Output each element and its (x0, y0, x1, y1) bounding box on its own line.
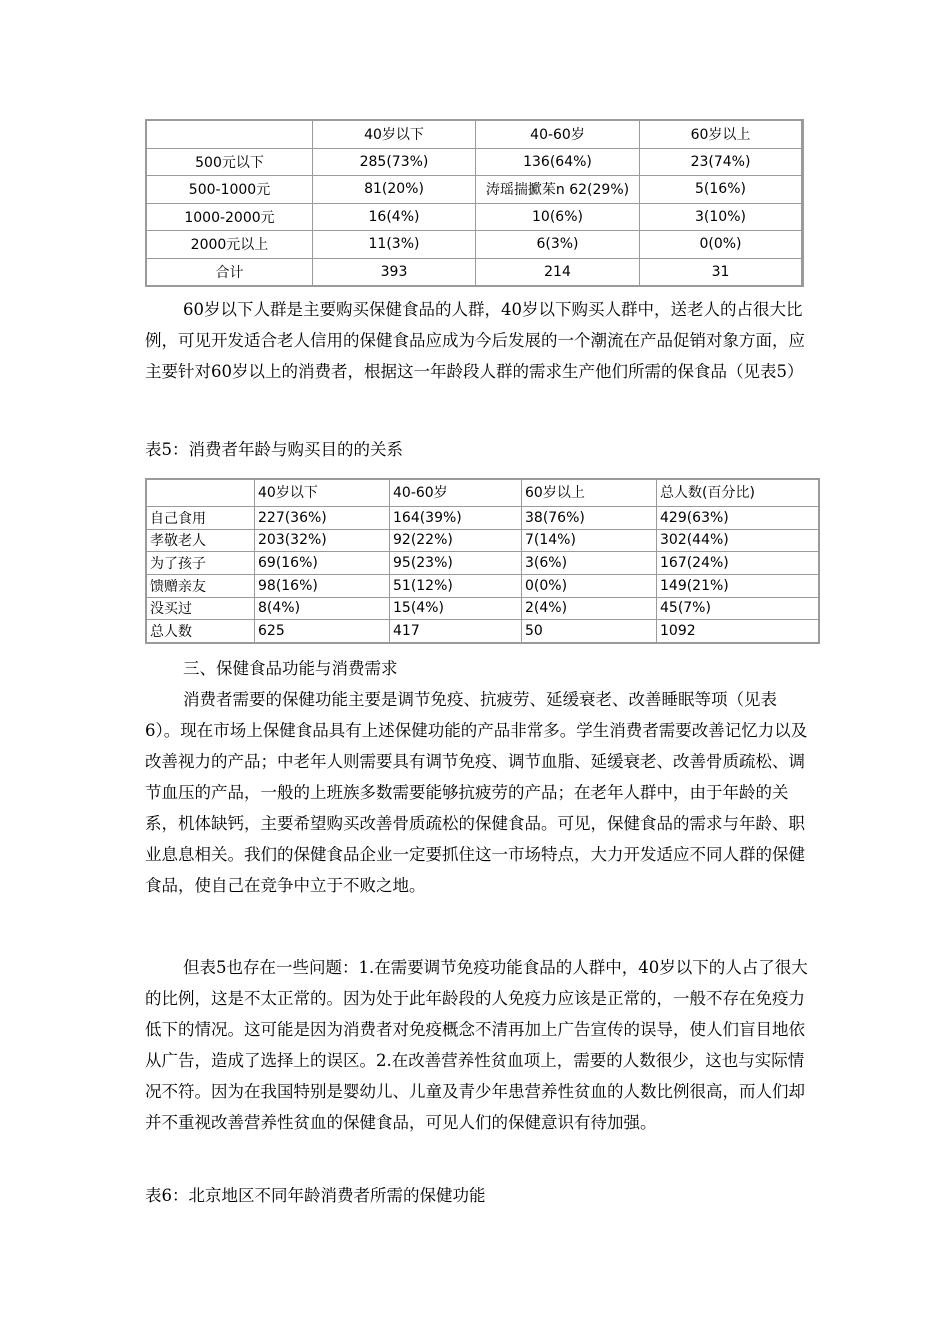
table-cell: 16(4%) (313, 204, 475, 231)
table-cell: 214 (476, 259, 639, 286)
table-cell: 98(16%) (255, 575, 389, 597)
table-cell: 0(0%) (640, 231, 801, 258)
table-cell: 203(32%) (255, 530, 389, 552)
table-cell: 孝敬老人 (147, 530, 254, 552)
table-cell: 5(16%) (640, 176, 801, 203)
table-cell: 10(6%) (476, 204, 639, 231)
table-cell: 自己食用 (147, 507, 254, 529)
table-cell: 0(0%) (522, 575, 656, 597)
table-cell: 164(39%) (390, 507, 521, 529)
table-cell: 625 (255, 620, 389, 642)
table-header-cell: 60岁以上 (522, 480, 656, 506)
table-cell: 38(76%) (522, 507, 656, 529)
table-age-spending (145, 119, 804, 287)
table-cell: 429(63%) (657, 507, 818, 529)
table-cell: 3(10%) (640, 204, 801, 231)
paragraph-3: 但表5也存在一些问题：1.在需要调节免疫功能食品的人群中，40岁以下的人占了很大的比例，这是不太正常的。因为处于此年龄段的人免疫力应该是正常的，一般不存在免疫力低下的情况。这可能是因为消费者对免疫概念不清再加上广告宣传的误导，使人们盲目地依从广告，造成了选择上的误区。2.在改善营养性贫血项上，需要的人数很少，这也与实际情况不符。因为在我国特别是婴幼儿、儿童及青少年患营养性贫血的人数比例很高，而人们却并不重视改善营养性贫血的保健食品，可见人们的保健意识有待加强。 (145, 958, 808, 1132)
table-header-cell (147, 480, 254, 506)
table-cell: 涛瑶揣擨茱n 62(29%) (476, 176, 639, 203)
paragraph-2: 消费者需要的保健功能主要是调节免疫、抗疲劳、延缓衰老、改善睡眠等项（见表6）。现在市场上保健食品具有上述保健功能的产品非常多。学生消费者需要改善记忆力以及改善视力的产品；中老年人则需要具有调节免疫、调节血脂、延缓衰老、改善骨质疏松、调节血压的产品，一般的上班族多数需要能够抗疲劳的产品；在老年人群中，由于年龄的关系，机体缺钙，主要希望购买改善骨质疏松的保健食品。可见，保健食品的需求与年龄、职业息息相关。我们的保健食品企业一定要抓住这一市场特点，大力开发适应不同人群的保健食品，使自己在竞争中立于不败之地。 (145, 690, 808, 895)
table-cell: 95(23%) (390, 552, 521, 574)
table-cell: 15(4%) (390, 598, 521, 620)
table-cell: 馈赠亲友 (147, 575, 254, 597)
table-cell: 合计 (147, 259, 312, 286)
table-cell: 1000-2000元 (147, 204, 312, 231)
section-heading: 三、保健食品功能与消费需求 (183, 659, 398, 678)
table-5-caption: 表5：消费者年龄与购买目的的关系 (145, 440, 403, 459)
table-cell: 为了孩子 (147, 552, 254, 574)
table-cell: 302(44%) (657, 530, 818, 552)
table-cell: 8(4%) (255, 598, 389, 620)
table-cell: 417 (390, 620, 521, 642)
table-cell: 92(22%) (390, 530, 521, 552)
paragraph-1: 60岁以下人群是主要购买保健食品的人群，40岁以下购买人群中，送老人的占很大比例，可见开发适合老人信用的保健食品应成为今后发展的一个潮流在产品促销对象方面，应主要针对60岁以上的消费者，根据这一年龄段人群的需求生产他们所需的保食品（见表5） (145, 300, 805, 381)
table-cell: 31 (640, 259, 801, 286)
table-cell: 23(74%) (640, 149, 801, 176)
table-cell: 50 (522, 620, 656, 642)
table-cell: 393 (313, 259, 475, 286)
table-cell: 69(16%) (255, 552, 389, 574)
table-cell: 285(73%) (313, 149, 475, 176)
table-age-purpose (145, 478, 820, 644)
table-cell: 149(21%) (657, 575, 818, 597)
table-header-cell: 40岁以下 (313, 121, 475, 148)
table-cell: 1092 (657, 620, 818, 642)
table-cell: 7(14%) (522, 530, 656, 552)
table-cell: 11(3%) (313, 231, 475, 258)
table-header-cell: 40岁以下 (255, 480, 389, 506)
table-cell: 6(3%) (476, 231, 639, 258)
table-cell: 227(36%) (255, 507, 389, 529)
table-cell: 2000元以上 (147, 231, 312, 258)
table-header-cell: 总人数(百分比) (657, 480, 818, 506)
table-cell: 3(6%) (522, 552, 656, 574)
table-cell: 没买过 (147, 598, 254, 620)
table-header-cell (147, 121, 312, 148)
table-cell: 500元以下 (147, 149, 312, 176)
table-cell: 136(64%) (476, 149, 639, 176)
table-cell: 45(7%) (657, 598, 818, 620)
table-cell: 167(24%) (657, 552, 818, 574)
table-cell: 2(4%) (522, 598, 656, 620)
table-cell: 500-1000元 (147, 176, 312, 203)
table-6-caption: 表6：北京地区不同年龄消费者所需的保健功能 (145, 1186, 486, 1205)
table-header-cell: 40-60岁 (476, 121, 639, 148)
table-cell: 总人数 (147, 620, 254, 642)
table-cell: 51(12%) (390, 575, 521, 597)
table-cell: 81(20%) (313, 176, 475, 203)
table-header-cell: 40-60岁 (390, 480, 521, 506)
table-header-cell: 60岁以上 (640, 121, 801, 148)
